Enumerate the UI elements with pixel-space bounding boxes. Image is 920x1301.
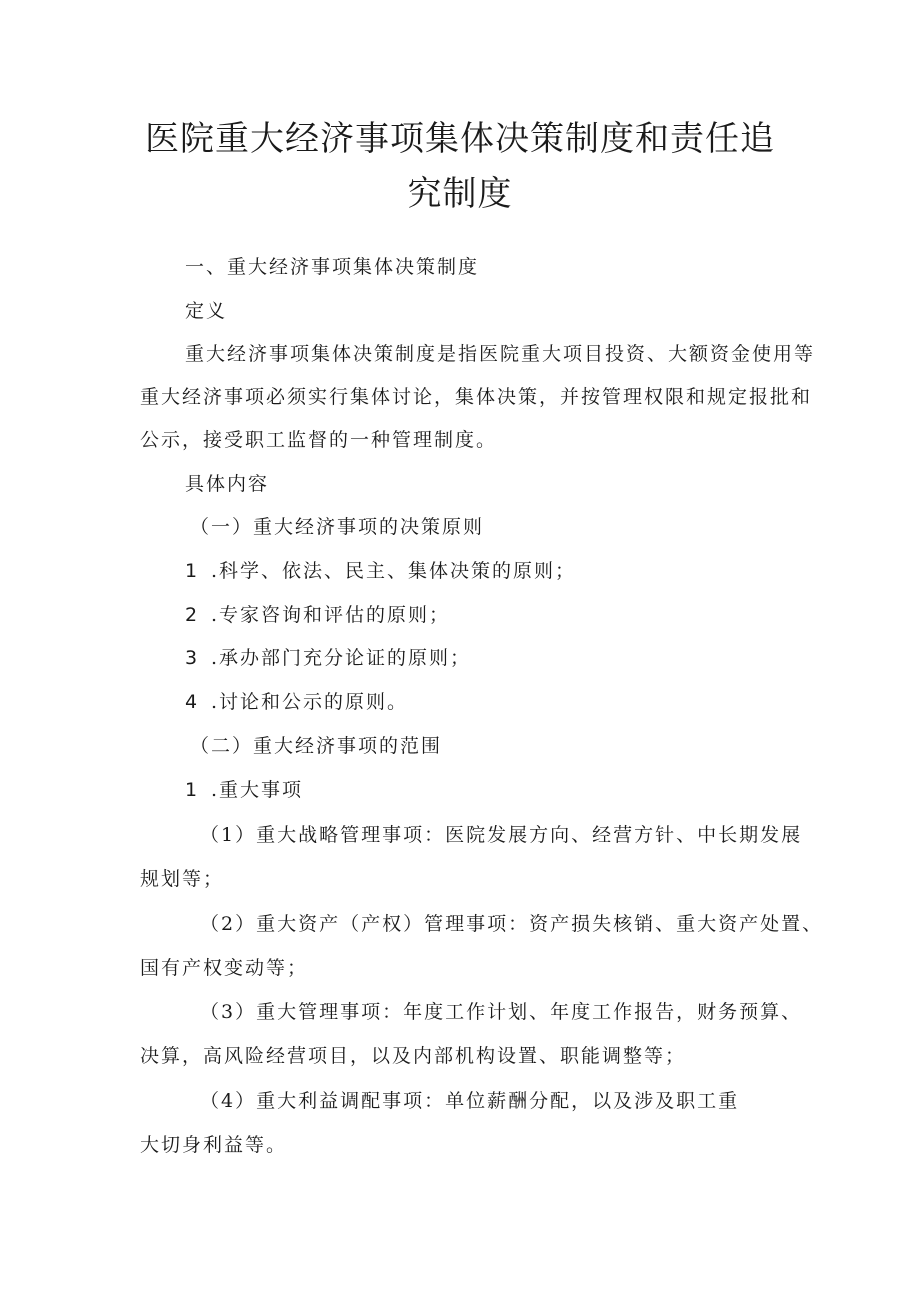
paragraph-line: （1）重大战略管理事项：医院发展方向、经营方针、中长期发展 [200,824,803,846]
paragraph-line: 决算，高风险经营项目，以及内部机构设置、职能调整等； [140,1045,687,1067]
paragraph-line: 大切身利益等。 [140,1134,288,1156]
list-text: .专家咨询和评估的原则； [211,604,451,626]
paragraph-line: 重大经济事项集体决策制度是指医院重大项目投资、大额资金使用等 [185,343,816,365]
list-number: 4 [185,691,200,713]
definition-heading: 定义 [185,300,228,322]
paragraph-line: 重大经济事项必须实行集体讨论，集体决策，并按管理权限和规定报批和 [140,386,813,408]
list-text: .科学、依法、民主、集体决策的原则； [211,560,577,582]
paragraph-line: （4）重大利益调配事项：单位薪酬分配，以及涉及职工重 [200,1090,740,1112]
list-text: .讨论和公示的原则。 [211,691,409,713]
paragraph-line: （2）重大资产（产权）管理事项：资产损失核销、重大资产处置、 [200,913,824,935]
list-text: .重大事项 [211,779,304,801]
list-item [185,687,408,717]
list-number: 1 [185,560,200,582]
subsection-heading: （二）重大经济事项的范围 [190,735,443,757]
list-text: .承办部门充分论证的原则； [211,647,472,669]
paragraph-line: 规划等； [140,868,225,890]
document-title-line-2: 究制度 [407,174,513,214]
content-heading: 具体内容 [185,473,270,495]
paragraph-line: 公示，接受职工监督的一种管理制度。 [140,429,498,451]
section-heading: 一、重大经济事项集体决策制度 [185,256,480,278]
list-item [185,556,576,586]
document-title-line-1: 医院重大经济事项集体决策制度和责任追 [145,119,775,159]
list-number: 3 [185,647,200,669]
list-item [185,600,450,630]
paragraph-line: 国有产权变动等； [140,957,309,979]
list-item [185,643,471,673]
paragraph-line: （3）重大管理事项：年度工作计划、年度工作报告，财务预算、 [200,1001,803,1023]
list-item [185,775,303,805]
list-number: 1 [185,779,200,801]
list-number: 2 [185,604,200,626]
subsection-heading: （一）重大经济事项的决策原则 [190,516,485,538]
